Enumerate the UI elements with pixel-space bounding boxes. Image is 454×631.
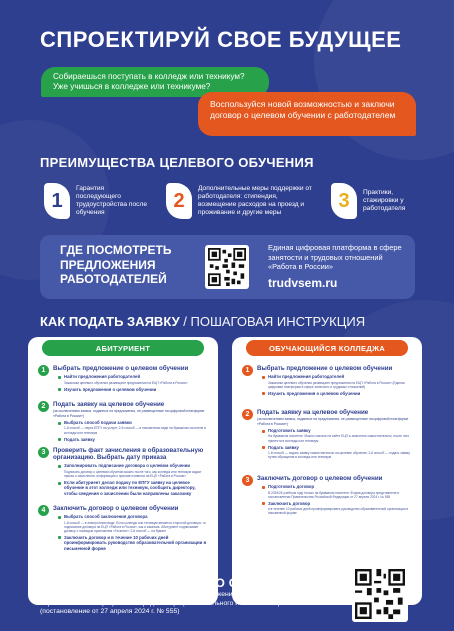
sub-item xyxy=(58,514,210,533)
step-title: Выбрать предложение о целевом обучении xyxy=(257,365,393,372)
qr-code-icon[interactable] xyxy=(352,566,408,622)
student-step xyxy=(242,365,414,396)
sub-title: Если абитуриент делал подачу по ЕПГУ заявку на целевое обучение в этот колледж или техникум, сообщить директору, чтобы сведения о зачислении были направлены заказчику xyxy=(64,480,196,496)
how-title-bold: КАК ПОДАТЬ ЗАЯВКУ xyxy=(40,314,180,329)
step-number: 4 xyxy=(38,505,49,516)
sub-title: Найти предложения работодателей xyxy=(268,374,345,380)
advantage-item xyxy=(166,178,316,224)
sub-title: Подготовить заявку xyxy=(268,428,311,434)
sub-title: Заключить договор xyxy=(268,500,311,506)
sub-item xyxy=(58,387,210,392)
student-step xyxy=(242,409,414,459)
sub-item xyxy=(58,437,210,442)
advantage-number: 1 xyxy=(44,183,70,219)
sub-title: Изучить предложения о целевом обучении xyxy=(268,390,361,396)
sub-desc: 1-й способ — через ЕПГУ на услуге; 2-й способ — в письменном виде на бумажном носителе в колледж или техникум xyxy=(64,426,206,435)
advantage-number: 2 xyxy=(166,183,192,219)
sub-item xyxy=(58,374,210,385)
advantage-number: 3 xyxy=(331,183,357,219)
sub-item xyxy=(262,484,414,499)
new-rules-text: Правительство Российской Федерации утвердило Положение о целевом обучении по образовательным программам среднего профессионального и высшего образования (постановление от 27 апреля 2024 г. № 555) xyxy=(40,591,312,615)
step-number: 1 xyxy=(242,365,253,376)
sub-title: Выбрать способ заключения договора xyxy=(64,514,148,520)
student-step xyxy=(242,475,414,515)
where-panel xyxy=(40,235,415,299)
step-note: (за исключением заявок, поданных на предложения, не размещенные на цифровой платформе «Работа в России») xyxy=(53,409,205,418)
advantage-text: Гарантия последующего трудоустройства после обучения xyxy=(76,185,147,216)
applicant-label: АБИТУРИЕНТ xyxy=(42,340,204,356)
sub-desc: Заказчики целевого обучения размещают предложения на ЕЦП «Работа в России» (Единая цифровая платформа в сфере занятости и трудовых отношений) xyxy=(268,380,405,389)
sub-title: Подготовить договор xyxy=(268,484,315,490)
sub-desc: Подписать договор о целевом обучении можно после того, как колледж или техникум издаст приказ о зачислении, информация о приказе появится на ЕЦП «Работа в России» xyxy=(64,469,202,478)
step-number: 3 xyxy=(242,475,253,486)
sub-item xyxy=(262,391,414,396)
step-number: 1 xyxy=(38,365,49,376)
sub-item xyxy=(58,420,210,435)
sub-desc: 1-й способ — подать заявку самостоятельно на целевое обучение; 2-й способ — подать заявку путем обращения в колледж или техникум xyxy=(268,451,410,460)
how-to-apply-title xyxy=(40,314,365,329)
sub-desc: Заказчики целевого обучения размещают предложения на ЕЦП «Работа в России» xyxy=(64,380,188,385)
how-title-rest: / ПОШАГОВАЯ ИНСТРУКЦИЯ xyxy=(183,314,366,329)
advantages-title: ПРЕИМУЩЕСТВА ЦЕЛЕВОГО ОБУЧЕНИЯ xyxy=(40,155,314,170)
qr-code-icon[interactable] xyxy=(205,245,249,289)
step-title: Подать заявку на целевое обучение xyxy=(53,401,165,408)
qr-pattern xyxy=(355,569,405,619)
advantage-item xyxy=(44,178,149,224)
sub-desc: В 2025/26 учебном году только на бумажном носителе; Форма договора представлена в постановлении Правительства Российской Федерации от 27 апреля 2024 г. № 555 xyxy=(268,490,399,499)
sub-desc: и в течение 10 рабочих дней проинформировать руководство образовательной организации в письменной форме xyxy=(268,507,409,516)
sub-title: Заключить договор и в течение 10 рабочих дней проинформировать руководство образовательной организации в письменной форме xyxy=(64,534,207,551)
sub-item xyxy=(58,480,210,496)
sub-item xyxy=(58,535,210,551)
student-card xyxy=(232,337,422,605)
applicant-step xyxy=(38,505,210,551)
where-title: ГДЕ ПОСМОТРЕТЬ ПРЕДЛОЖЕНИЯ РАБОТОДАТЕЛЕЙ xyxy=(60,243,172,286)
step-number: 2 xyxy=(242,409,253,420)
sub-title: Заполнировать подписание договора о целевом обучении xyxy=(64,463,191,469)
sub-item xyxy=(262,374,414,389)
sub-title: Найти предложения работодателей xyxy=(64,374,141,380)
step-title: Подать заявку на целевое обучение xyxy=(257,409,369,416)
step-title: Выбрать предложение о целевом обучении xyxy=(53,365,189,372)
new-rules-title: НОВЫЕ ПРАВИЛА ЦЕЛЕВОГО ОБУЧЕНИЯ xyxy=(40,576,299,590)
question-line: Уже учишься в колледже или техникуме? xyxy=(53,82,211,91)
applicant-step xyxy=(38,401,210,442)
sub-item xyxy=(58,463,210,478)
applicant-step xyxy=(38,447,210,496)
sub-title: Подать заявку xyxy=(64,436,95,442)
step-number: 2 xyxy=(38,401,49,412)
sub-title: Изучить предложения о целевом обучении xyxy=(64,386,157,392)
platform-description: Единая цифровая платформа в сфере занятости и трудовых отношений «Работа в России» xyxy=(268,243,402,271)
platform-link[interactable]: trudvsem.ru xyxy=(268,276,338,290)
advantage-text: Практики, стажировки у работодателя xyxy=(363,189,406,212)
page-title: СПРОЕКТИРУЙ СВОЕ БУДУЩЕЕ xyxy=(40,27,402,52)
step-title: Заключить договор о целевом обучении xyxy=(53,505,179,512)
sub-desc: 1-й способ — в электронном виде. Если колледж или техникум является стороной договора, то подписание договора на ЕЦП «Работа в России», как и заказчик. Абитуриент подписывает договор с помощью приложения «Госключ»; 2-й способ — на бумаге xyxy=(64,520,206,533)
step-note: (за исключением заявок, поданных на предложения, не размещенные на цифровой платформе «Работа в России») xyxy=(257,417,409,426)
sub-desc: На бумажном носителе. Можно скачать на сайте ЕЦП и заполнить самостоятельно, после чего принести в колледж или техникум xyxy=(268,434,410,443)
sub-item xyxy=(262,428,414,443)
qr-pattern xyxy=(208,248,246,286)
student-label: ОБУЧАЮЩИЙСЯ КОЛЛЕДЖА xyxy=(246,340,408,356)
advantage-text: Дополнительные меры поддержки от работодателя: стипендия, возмещение расходов на проезд и проживание и другие меры xyxy=(198,185,312,216)
step-number: 3 xyxy=(38,447,49,458)
question-line: Собираешься поступать в колледж или техникум? xyxy=(53,72,245,81)
sub-item xyxy=(262,445,414,460)
advantage-item xyxy=(331,178,421,224)
applicant-card xyxy=(28,337,218,605)
sub-title: Выбрать способ подачи заявки xyxy=(64,420,132,426)
offer-bubble: Воспользуйся новой возможностью и заключи договор о целевом обучении с работодателем xyxy=(198,92,416,136)
step-title: Заключить договор о целевом обучении xyxy=(257,475,383,482)
sub-item xyxy=(262,501,414,516)
sub-title: Подать заявку xyxy=(268,444,299,450)
applicant-step xyxy=(38,365,210,392)
step-title: Проверить факт зачисления в образовательную организацию. Выбрать дату приказа xyxy=(53,447,204,462)
